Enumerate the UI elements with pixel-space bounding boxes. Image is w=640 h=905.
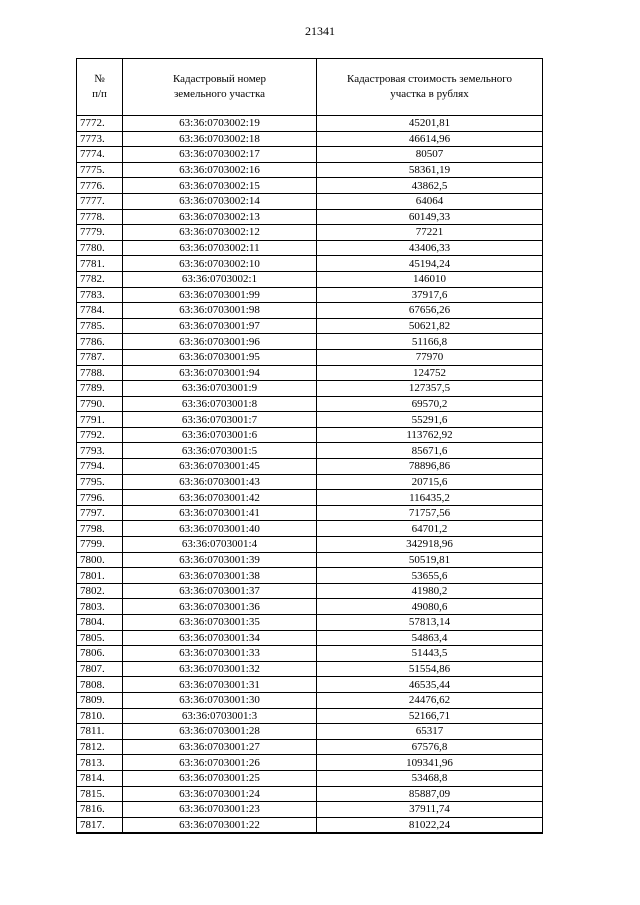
cadastral-number-cell: 63:36:0703001:39 (123, 552, 317, 568)
table-row (77, 692, 543, 708)
row-number-cell: 7773. (77, 131, 123, 147)
cadastral-number-cell: 63:36:0703001:94 (123, 365, 317, 381)
cadastral-number-cell: 63:36:0703002:14 (123, 193, 317, 209)
row-number-cell: 7803. (77, 599, 123, 615)
table-row (77, 427, 543, 443)
cadastral-number-cell: 63:36:0703001:37 (123, 583, 317, 599)
table-body (77, 116, 543, 834)
cadastral-number-cell: 63:36:0703001:7 (123, 412, 317, 428)
cadastral-number-cell: 63:36:0703001:35 (123, 615, 317, 631)
cadastral-value-cell: 77221 (317, 225, 543, 241)
row-number-cell: 7802. (77, 583, 123, 599)
page-number: 21341 (305, 24, 335, 38)
row-number-cell: 7775. (77, 162, 123, 178)
cadastral-value-cell: 53468,8 (317, 770, 543, 786)
row-number-cell: 7813. (77, 755, 123, 771)
cadastral-number-cell: 63:36:0703001:97 (123, 318, 317, 334)
table-row (77, 599, 543, 615)
table-row (77, 271, 543, 287)
table-row (77, 193, 543, 209)
cadastral-number-cell: 63:36:0703001:34 (123, 630, 317, 646)
row-number-cell: 7787. (77, 349, 123, 365)
row-number-cell: 7812. (77, 739, 123, 755)
table-row (77, 412, 543, 428)
row-number-cell: 7797. (77, 505, 123, 521)
row-number-cell: 7778. (77, 209, 123, 225)
table-row (77, 209, 543, 225)
table-row (77, 116, 543, 132)
table-row (77, 490, 543, 506)
table-row (77, 256, 543, 272)
cadastral-value-cell: 45201,81 (317, 116, 543, 132)
header-number-line2: п/п (92, 88, 107, 100)
row-number-cell: 7798. (77, 521, 123, 537)
cadastral-number-cell: 63:36:0703002:10 (123, 256, 317, 272)
table-header (77, 59, 543, 116)
cadastral-value-cell: 124752 (317, 365, 543, 381)
cadastral-number-cell: 63:36:0703001:3 (123, 708, 317, 724)
row-number-cell: 7794. (77, 459, 123, 475)
row-number-cell: 7796. (77, 490, 123, 506)
cadastral-value-cell: 41980,2 (317, 583, 543, 599)
cadastral-value-cell: 37917,6 (317, 287, 543, 303)
table-row (77, 786, 543, 802)
cadastral-value-cell: 85671,6 (317, 443, 543, 459)
table-row (77, 552, 543, 568)
cadastral-number-cell: 63:36:0703001:36 (123, 599, 317, 615)
table-row (77, 365, 543, 381)
table-row (77, 708, 543, 724)
row-number-cell: 7781. (77, 256, 123, 272)
cadastral-value-cell: 60149,33 (317, 209, 543, 225)
table-row (77, 583, 543, 599)
table-row (77, 755, 543, 771)
table-row (77, 630, 543, 646)
table-row (77, 739, 543, 755)
cadastral-value-cell: 57813,14 (317, 615, 543, 631)
row-number-cell: 7790. (77, 396, 123, 412)
cadastral-value-cell: 49080,6 (317, 599, 543, 615)
cadastral-value-cell: 67656,26 (317, 303, 543, 319)
cadastral-number-cell: 63:36:0703001:4 (123, 537, 317, 553)
cadastral-value-cell: 37911,74 (317, 802, 543, 818)
table-row (77, 537, 543, 553)
header-cadastral-line1: Кадастровый номер (172, 73, 267, 85)
header-number (77, 59, 123, 116)
header-row (77, 59, 543, 116)
row-number-cell: 7817. (77, 817, 123, 833)
header-number-line1: № (94, 73, 105, 85)
cadastral-value-cell: 116435,2 (317, 490, 543, 506)
cadastral-value-cell: 146010 (317, 271, 543, 287)
cadastral-value-cell: 67576,8 (317, 739, 543, 755)
table-row (77, 646, 543, 662)
table-row (77, 724, 543, 740)
row-number-cell: 7805. (77, 630, 123, 646)
row-number-cell: 7809. (77, 692, 123, 708)
cadastral-number-cell: 63:36:0703001:5 (123, 443, 317, 459)
cadastral-value-cell: 58361,19 (317, 162, 543, 178)
cadastral-number-cell: 63:36:0703001:40 (123, 521, 317, 537)
cadastral-value-cell: 64701,2 (317, 521, 543, 537)
cadastral-number-cell: 63:36:0703002:19 (123, 116, 317, 132)
cadastral-value-cell: 51554,86 (317, 661, 543, 677)
table-row (77, 459, 543, 475)
cadastral-number-cell: 63:36:0703001:99 (123, 287, 317, 303)
row-number-cell: 7804. (77, 615, 123, 631)
table-row (77, 349, 543, 365)
cadastral-number-cell: 63:36:0703001:22 (123, 817, 317, 833)
cadastral-value-cell: 109341,96 (317, 755, 543, 771)
row-number-cell: 7801. (77, 568, 123, 584)
table-row (77, 802, 543, 818)
cadastral-value-cell: 50621,82 (317, 318, 543, 334)
header-value-line2: участка в рублях (390, 88, 469, 100)
table-row (77, 817, 543, 833)
table-row (77, 162, 543, 178)
table-row (77, 225, 543, 241)
cadastral-value-cell: 64064 (317, 193, 543, 209)
cadastral-value-cell: 85887,09 (317, 786, 543, 802)
table-row (77, 334, 543, 350)
cadastral-value-cell: 43862,5 (317, 178, 543, 194)
cadastral-value-cell: 45194,24 (317, 256, 543, 272)
row-number-cell: 7816. (77, 802, 123, 818)
cadastral-value-cell: 52166,71 (317, 708, 543, 724)
table-row (77, 240, 543, 256)
cadastral-number-cell: 63:36:0703001:25 (123, 770, 317, 786)
row-number-cell: 7774. (77, 147, 123, 163)
row-number-cell: 7777. (77, 193, 123, 209)
cadastral-value-cell: 51166,8 (317, 334, 543, 350)
cadastral-number-cell: 63:36:0703002:15 (123, 178, 317, 194)
table-row (77, 318, 543, 334)
row-number-cell: 7783. (77, 287, 123, 303)
cadastral-value-cell: 54863,4 (317, 630, 543, 646)
row-number-cell: 7786. (77, 334, 123, 350)
table-row (77, 381, 543, 397)
row-number-cell: 7776. (77, 178, 123, 194)
table-row (77, 568, 543, 584)
cadastral-value-cell: 127357,5 (317, 381, 543, 397)
row-number-cell: 7782. (77, 271, 123, 287)
cadastral-number-cell: 63:36:0703001:41 (123, 505, 317, 521)
cadastral-number-cell: 63:36:0703002:13 (123, 209, 317, 225)
cadastral-number-cell: 63:36:0703001:27 (123, 739, 317, 755)
cadastral-number-cell: 63:36:0703001:96 (123, 334, 317, 350)
row-number-cell: 7779. (77, 225, 123, 241)
cadastral-value-cell: 53655,6 (317, 568, 543, 584)
row-number-cell: 7792. (77, 427, 123, 443)
header-value-line1: Кадастровая стоимость земельного (347, 73, 512, 85)
cadastral-number-cell: 63:36:0703001:6 (123, 427, 317, 443)
table-row (77, 521, 543, 537)
table-row (77, 615, 543, 631)
cadastral-value-cell: 51443,5 (317, 646, 543, 662)
cadastral-number-cell: 63:36:0703001:26 (123, 755, 317, 771)
cadastral-value-cell: 342918,96 (317, 537, 543, 553)
row-number-cell: 7810. (77, 708, 123, 724)
cadastral-value-cell: 20715,6 (317, 474, 543, 490)
cadastral-number-cell: 63:36:0703001:9 (123, 381, 317, 397)
table-row (77, 147, 543, 163)
cadastral-value-cell: 69570,2 (317, 396, 543, 412)
row-number-cell: 7788. (77, 365, 123, 381)
cadastral-number-cell: 63:36:0703001:33 (123, 646, 317, 662)
table-row (77, 287, 543, 303)
cadastral-number-cell: 63:36:0703001:45 (123, 459, 317, 475)
table-row (77, 303, 543, 319)
cadastral-number-cell: 63:36:0703001:38 (123, 568, 317, 584)
cadastral-number-cell: 63:36:0703001:24 (123, 786, 317, 802)
header-cadastral-number (123, 59, 317, 116)
cadastral-value-cell: 46535,44 (317, 677, 543, 693)
table-row (77, 505, 543, 521)
cadastral-value-cell: 77970 (317, 349, 543, 365)
cadastral-value-cell: 24476,62 (317, 692, 543, 708)
row-number-cell: 7789. (77, 381, 123, 397)
row-number-cell: 7808. (77, 677, 123, 693)
header-cadastral-line2: земельного участка (173, 88, 266, 100)
table-row (77, 396, 543, 412)
table-row (77, 131, 543, 147)
cadastral-number-cell: 63:36:0703002:17 (123, 147, 317, 163)
cadastral-number-cell: 63:36:0703001:23 (123, 802, 317, 818)
cadastral-number-cell: 63:36:0703002:18 (123, 131, 317, 147)
row-number-cell: 7795. (77, 474, 123, 490)
cadastral-value-cell: 46614,96 (317, 131, 543, 147)
cadastral-value-cell: 78896,86 (317, 459, 543, 475)
row-number-cell: 7806. (77, 646, 123, 662)
row-number-cell: 7807. (77, 661, 123, 677)
table-row (77, 443, 543, 459)
row-number-cell: 7799. (77, 537, 123, 553)
row-number-cell: 7814. (77, 770, 123, 786)
cadastral-value-cell: 55291,6 (317, 412, 543, 428)
cadastral-number-cell: 63:36:0703002:16 (123, 162, 317, 178)
cadastral-number-cell: 63:36:0703002:11 (123, 240, 317, 256)
cadastral-number-cell: 63:36:0703001:43 (123, 474, 317, 490)
row-number-cell: 7785. (77, 318, 123, 334)
cadastral-number-cell: 63:36:0703002:12 (123, 225, 317, 241)
cadastral-number-cell: 63:36:0703001:42 (123, 490, 317, 506)
cadastral-number-cell: 63:36:0703001:28 (123, 724, 317, 740)
cadastral-value-table (76, 58, 543, 834)
cadastral-value-cell: 113762,92 (317, 427, 543, 443)
row-number-cell: 7815. (77, 786, 123, 802)
cadastral-value-cell: 43406,33 (317, 240, 543, 256)
row-number-cell: 7791. (77, 412, 123, 428)
cadastral-value-cell: 65317 (317, 724, 543, 740)
table-row (77, 178, 543, 194)
table-row (77, 770, 543, 786)
cadastral-number-cell: 63:36:0703001:31 (123, 677, 317, 693)
table-row (77, 677, 543, 693)
cadastral-number-cell: 63:36:0703001:95 (123, 349, 317, 365)
cadastral-value-cell: 50519,81 (317, 552, 543, 568)
header-cadastral-value (317, 59, 543, 116)
cadastral-value-cell: 80507 (317, 147, 543, 163)
row-number-cell: 7772. (77, 116, 123, 132)
row-number-cell: 7800. (77, 552, 123, 568)
row-number-cell: 7784. (77, 303, 123, 319)
row-number-cell: 7811. (77, 724, 123, 740)
row-number-cell: 7780. (77, 240, 123, 256)
cadastral-number-cell: 63:36:0703001:98 (123, 303, 317, 319)
cadastral-number-cell: 63:36:0703002:1 (123, 271, 317, 287)
row-number-cell: 7793. (77, 443, 123, 459)
table-row (77, 474, 543, 490)
cadastral-number-cell: 63:36:0703001:30 (123, 692, 317, 708)
table-row (77, 661, 543, 677)
cadastral-number-cell: 63:36:0703001:32 (123, 661, 317, 677)
cadastral-value-cell: 71757,56 (317, 505, 543, 521)
cadastral-number-cell: 63:36:0703001:8 (123, 396, 317, 412)
cadastral-value-cell: 81022,24 (317, 817, 543, 833)
